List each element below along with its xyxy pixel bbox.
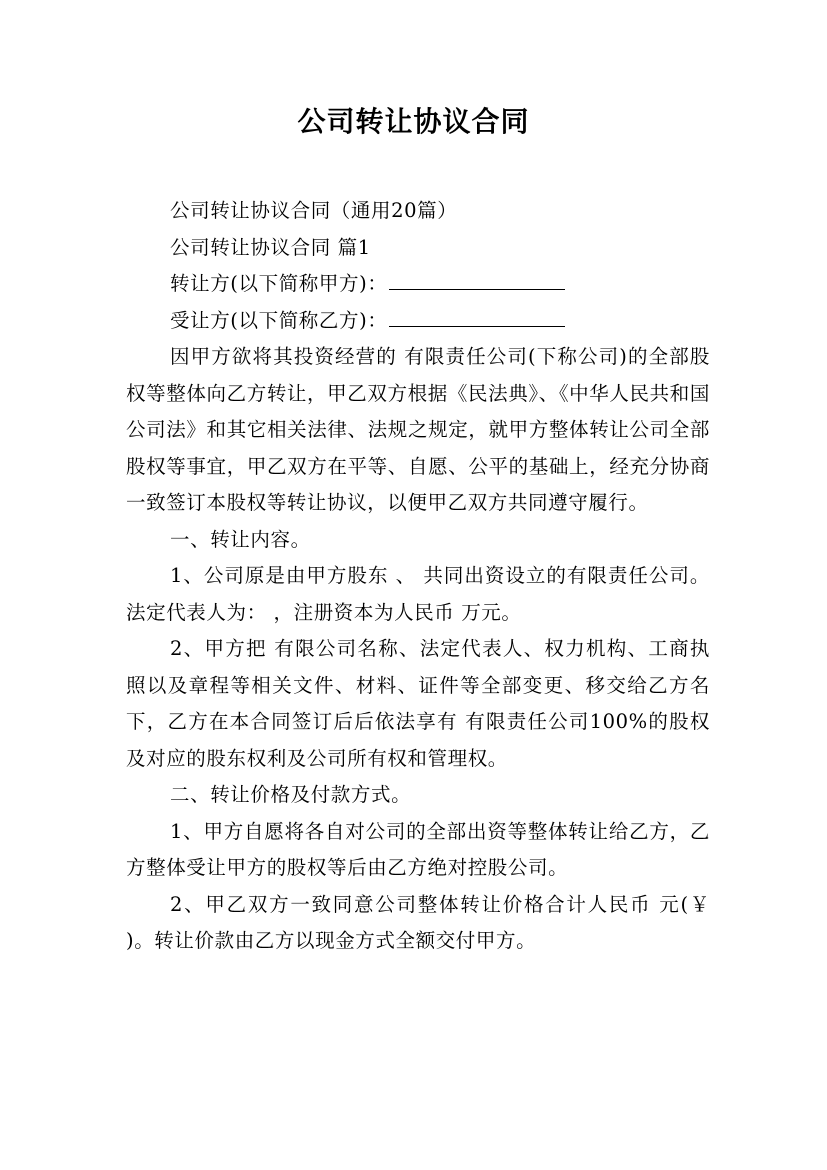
paragraph-article-2-item-1: 1、甲方自愿将各自对公司的全部出资等整体转让给乙方，乙方整体受让甲方的股权等后由乙方绝对控股公司。 xyxy=(126,819,710,879)
document-body xyxy=(126,193,710,960)
paragraph-transferee xyxy=(126,303,710,340)
paragraph-section-title: 公司转让协议合同 篇1 xyxy=(170,235,371,259)
paragraph-article-2-heading: 二、转让价格及付款方式。 xyxy=(170,783,412,806)
paragraph-transferor xyxy=(126,266,710,303)
paragraph-article-1-item-2: 2、甲方把 有限公司名称、法定代表人、权力机构、工商执照以及章程等相关文件、材料、证件等全部变更、移交给乙方名下，乙方在本合同签订后后依法享有 有限责任公司100%的股权及对应的股东权利及公司所有权和管理权。 xyxy=(126,637,710,770)
transferee-blank-line xyxy=(389,306,565,327)
paragraph-article-1-heading: 一、转让内容。 xyxy=(170,527,311,551)
paragraph-article-2-item-2: 2、甲乙双方一致同意公司整体转让价格合计人民币 元(￥ )。转让价款由乙方以现金方式全额交付甲方。 xyxy=(126,892,710,952)
paragraph-article-1-item-1: 1、公司原是由甲方股东 、 共同出资设立的有限责任公司。法定代表人为： ，注册资本为人民币 万元。 xyxy=(126,564,710,624)
transferee-label: 受让方(以下简称乙方)： xyxy=(170,308,388,332)
transferor-blank-line xyxy=(389,269,565,290)
paragraph-preamble: 因甲方欲将其投资经营的 有限责任公司(下称公司)的全部股权等整体向乙方转让，甲乙双方根据《民法典》、《中华人民共和国公司法》和其它相关法律、法规之规定，就甲方整体转让公司全部股权等事宜，甲乙双方在平等、自愿、公平的基础上，经充分协商一致签订本股权等转让协议，以便甲乙双方共同遵守履行。 xyxy=(126,345,710,514)
transferor-label: 转让方(以下简称甲方)： xyxy=(170,272,388,295)
document-title: 公司转让协议合同 xyxy=(297,105,530,138)
paragraph-heading: 公司转让协议合同（通用20篇） xyxy=(170,199,458,222)
